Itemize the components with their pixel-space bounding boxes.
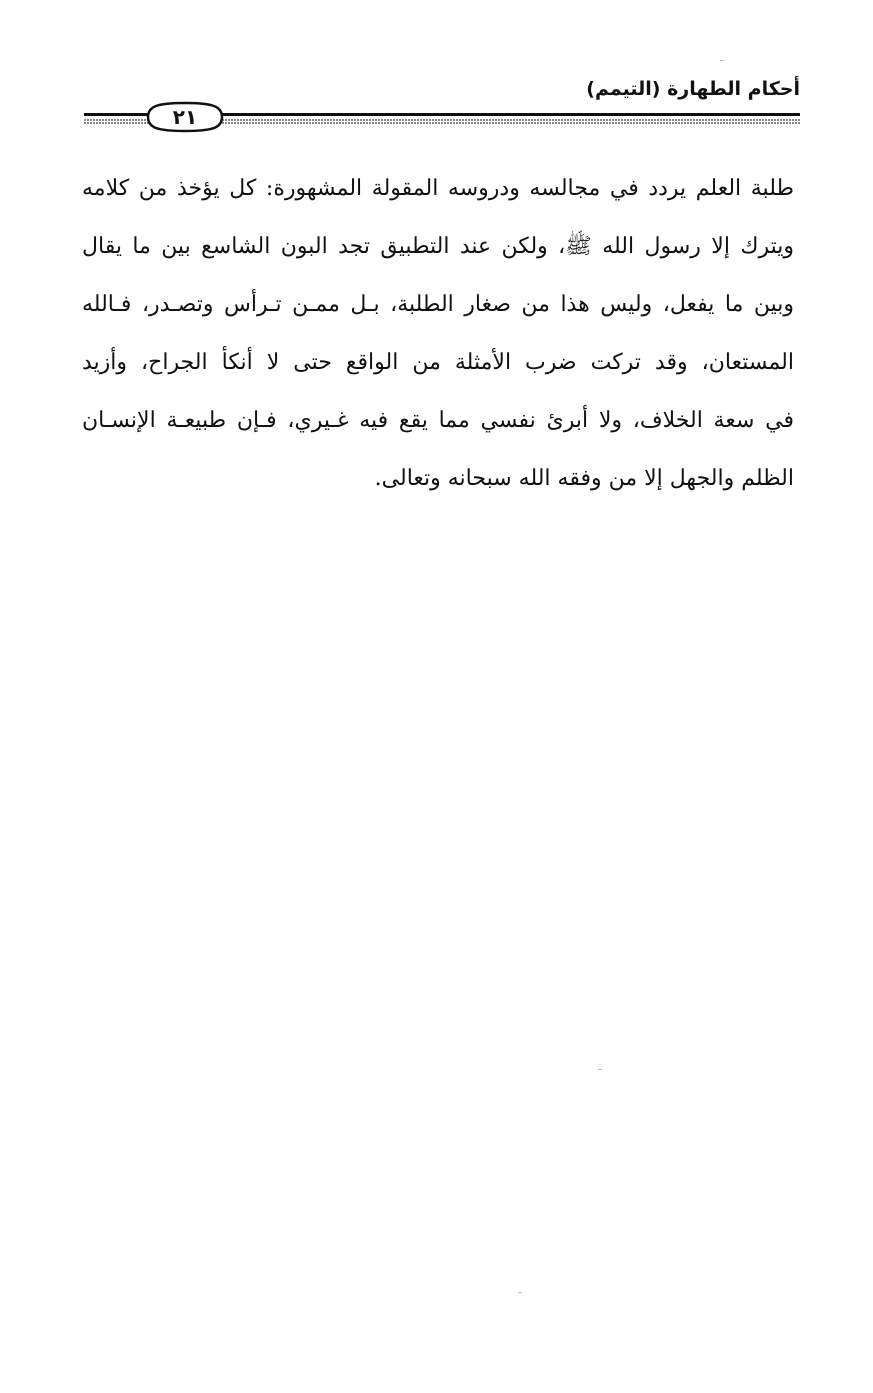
running-header [84, 72, 800, 132]
text-line: المستعان، وقد تركت ضرب الأمثلة من الواقع حتى لا أنكأ الجراح، وأزيد [82, 350, 794, 375]
scan-speck [518, 1292, 522, 1293]
text-line: وبين ما يفعل، وليس هذا من صغار الطلبة، بـل ممـن تـرأس وتصـدر، فـالله [82, 292, 794, 317]
text-line: في سعة الخلاف، ولا أبرئ نفسي مما يقع فيه غـيري، فـإن طبيعـة الإنسـان [82, 408, 794, 433]
body-text [82, 160, 794, 508]
header-title: أحكام الطهارة (التيمم) [586, 78, 800, 100]
text-line: الظلم والجهل إلا من وفقه الله سبحانه وتعالى. [374, 466, 794, 491]
text-line: ويترك إلا رسول الله ﷺ، ولكن عند التطبيق تجد البون الشاسع بين ما يقال [82, 234, 794, 259]
text-line: طلبة العلم يردد في مجالسه ودروسه المقولة المشهورة: كل يؤخذ من كلامه [82, 176, 794, 201]
page-number: ٢١ [172, 105, 198, 129]
scan-speck [720, 60, 724, 61]
scan-speck [598, 1069, 602, 1070]
